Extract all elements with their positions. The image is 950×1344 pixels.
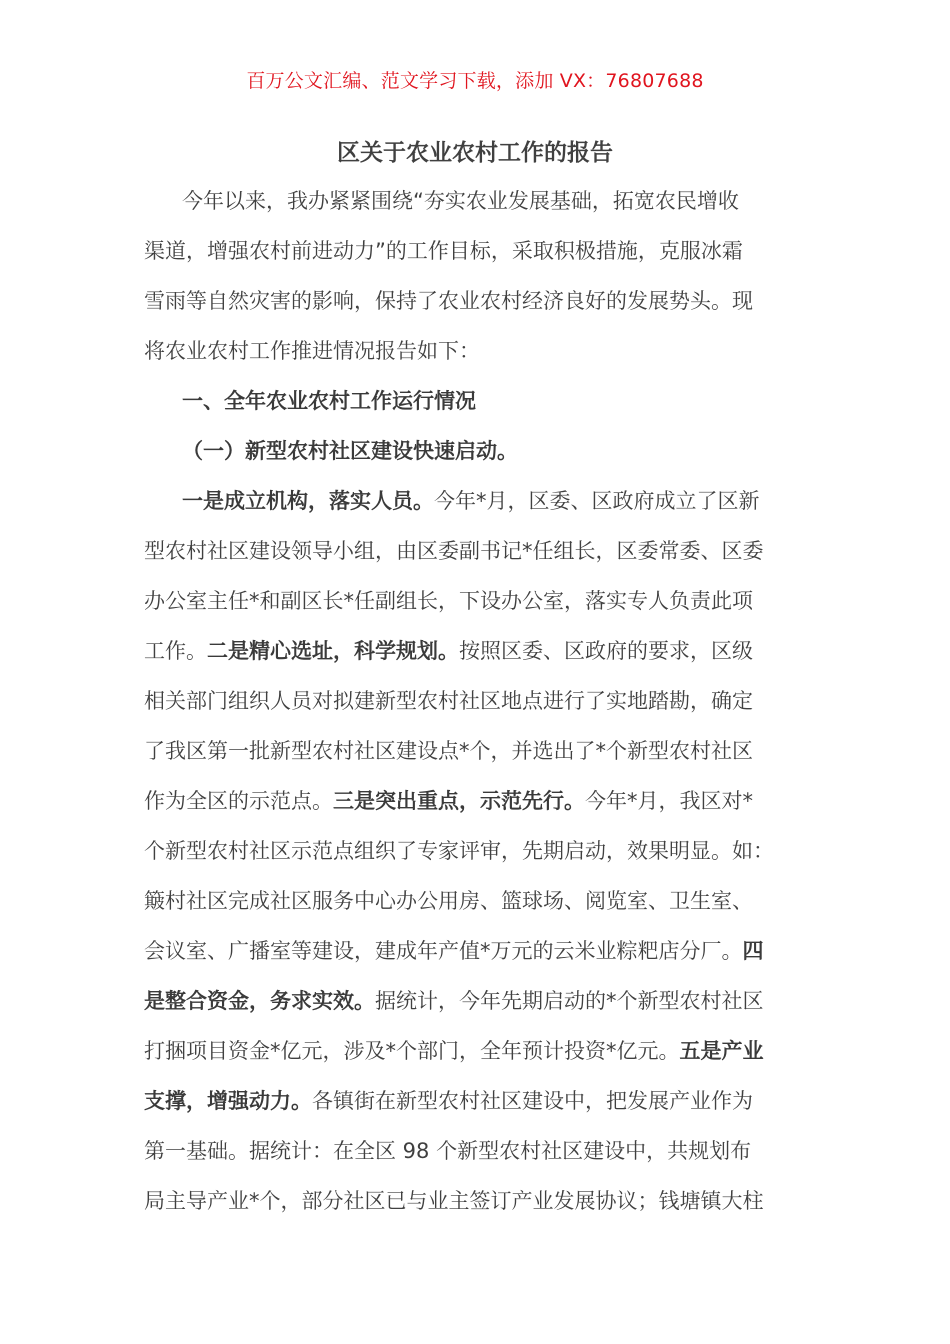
bold-text-segment: 是整合资金，务求实效。 [144, 989, 375, 1013]
document-title: 区关于农业农村工作的报告 [337, 140, 613, 166]
text-segment: 工作。 [144, 639, 207, 663]
text-line [144, 836, 844, 866]
text-segment: 打捆项目资金*亿元，涉及*个部门，全年预计投资*亿元。 [144, 1039, 680, 1063]
text-line [144, 736, 844, 766]
text-segment: 办公室主任*和副区长*任副组长，下设办公室，落实专人负责此项 [144, 589, 753, 613]
text-line [144, 786, 844, 816]
text-segment: 簸村社区完成社区服务中心办公用房、篮球场、阅览室、卫生室、 [144, 889, 753, 913]
text-segment: 今年*月，区委、区政府成立了区新 [434, 489, 760, 513]
bold-text-segment: 一、全年农业农村工作运行情况 [182, 389, 476, 413]
text-segment: 据统计，今年先期启动的*个新型农村社区 [375, 989, 764, 1013]
text-line [144, 886, 844, 916]
text-segment: 今年以来，我办紧紧围绕“夯实农业发展基础，拓宽农民增收 [182, 189, 739, 213]
text-line [144, 686, 844, 716]
text-line [182, 386, 882, 416]
text-line [144, 536, 844, 566]
text-line [144, 986, 844, 1016]
text-line [144, 636, 844, 666]
text-line [144, 236, 844, 266]
text-segment: 第一基础。据统计：在全区 98 个新型农村社区建设中，共规划布 [144, 1139, 752, 1163]
text-line [144, 1086, 844, 1116]
watermark-banner: 百万公文汇编、范文学习下载，添加 VX：76807688 [246, 70, 704, 92]
bold-text-segment: 四 [742, 939, 764, 963]
bold-text-segment: 五是产业 [679, 1039, 764, 1063]
text-line [144, 286, 844, 316]
text-line [182, 186, 882, 216]
text-segment: 渠道，增强农村前进动力”的工作目标，采取积极措施，克服冰霜 [144, 239, 743, 263]
bold-text-segment: 一是成立机构，落实人员。 [182, 489, 434, 513]
text-segment: 会议室、广播室等建设，建成年产值*万元的云米业粽粑店分厂。 [144, 939, 743, 963]
text-line [144, 586, 844, 616]
text-line [144, 1036, 844, 1066]
text-line [182, 486, 882, 516]
text-line [144, 936, 844, 966]
text-line [144, 1186, 844, 1216]
bold-text-segment: 二是精心选址，科学规划。 [207, 639, 459, 663]
text-segment: 按照区委、区政府的要求，区级 [459, 639, 753, 663]
text-segment: 型农村社区建设领导小组，由区委副书记*任组长，区委常委、区委 [144, 539, 764, 563]
bold-text-segment: 三是突出重点，示范先行。 [333, 789, 585, 813]
text-segment: 相关部门组织人员对拟建新型农村社区地点进行了实地踏勘，确定 [144, 689, 753, 713]
text-segment: 局主导产业*个，部分社区已与业主签订产业发展协议；钱塘镇大柱 [144, 1189, 764, 1213]
text-line [144, 336, 844, 366]
text-segment: 了我区第一批新型农村社区建设点*个，并选出了*个新型农村社区 [144, 739, 753, 763]
text-segment: 个新型农村社区示范点组织了专家评审，先期启动，效果明显。如： [144, 839, 774, 863]
text-segment: 各镇街在新型农村社区建设中，把发展产业作为 [312, 1089, 753, 1113]
text-line [144, 1136, 844, 1166]
bold-text-segment: 支撑，增强动力。 [144, 1089, 312, 1113]
text-line [182, 436, 882, 466]
text-segment: 雪雨等自然灾害的影响，保持了农业农村经济良好的发展势头。现 [144, 289, 753, 313]
bold-text-segment: （一）新型农村社区建设快速启动。 [182, 439, 518, 463]
text-segment: 作为全区的示范点。 [144, 789, 333, 813]
text-segment: 今年*月，我区对* [585, 789, 753, 813]
text-segment: 将农业农村工作推进情况报告如下： [144, 339, 480, 363]
